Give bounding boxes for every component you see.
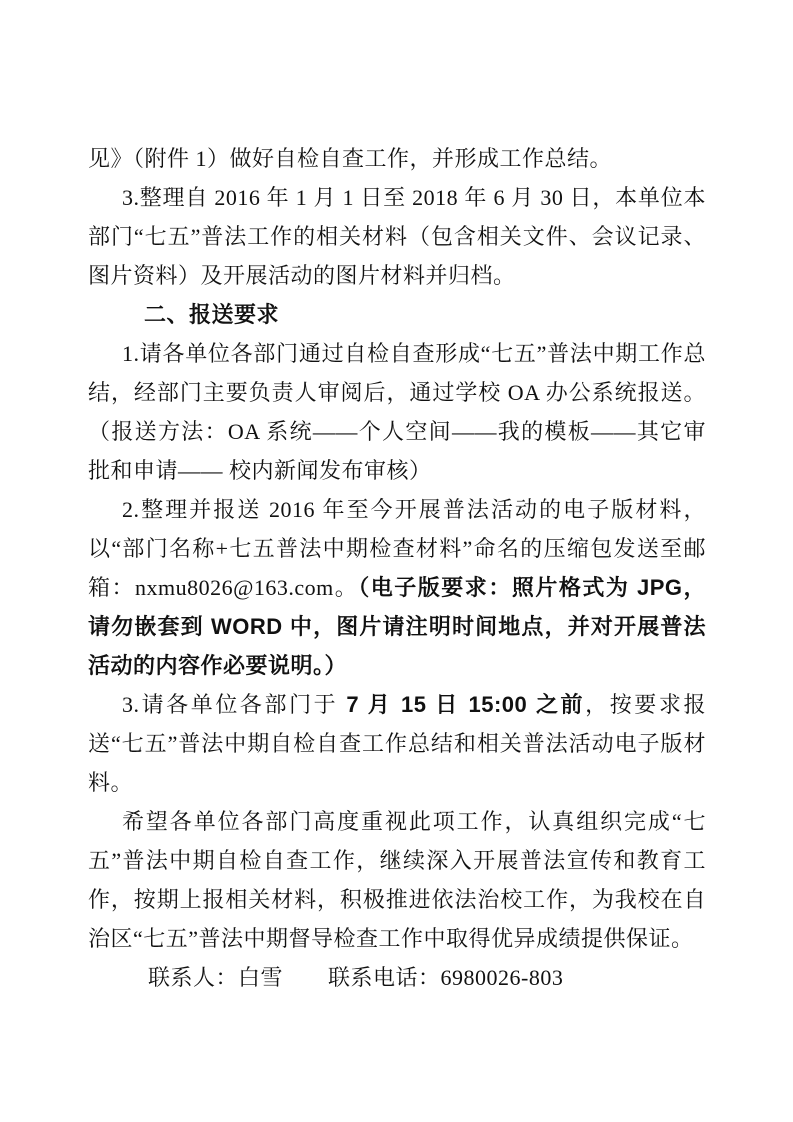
- para-item3-deadline-text-2: ，按要求报送“七五”普法中期自检自查工作总结和相关普法活动电子版材料。: [88, 692, 706, 795]
- para-item1-submit-text-0: 1.请各单位各部门通过自检自查形成“七五”普法中期工作总结，经部门主要负责人审阅后，通过学校 OA 办公系统报送。（报送方法：OA 系统——个人空间——我的模板——其它审批和申请—— 校内新闻发布审核）: [88, 341, 706, 483]
- para-contact: [88, 958, 706, 997]
- para-item2-email-text-0: 2.整理并报送 2016 年至今开展普法活动的电子版材料，以“部门名称+七五普法中期检查材料”命名的压缩包发送至邮箱：nxmu8026@163.com。: [88, 497, 706, 600]
- document-body: [88, 139, 706, 997]
- para-item2-email: [88, 490, 706, 685]
- para-contact-text-0: 联系人：白雪 联系电话：6980026-803: [148, 965, 564, 990]
- para-item3-deadline-text-1: 7 月 15 日 15:00 之前: [346, 692, 586, 717]
- para-continuation: [88, 139, 706, 178]
- para-item3-archive-text-0: 3.整理自 2016 年 1 月 1 日至 2018 年 6 月 30 日，本单位本部门“七五”普法工作的相关材料（包含相关文件、会议记录、图片资料）及开展活动的图片材料并归档。: [88, 185, 706, 288]
- para-item2-email-text-1: （电子版要求：照片格式为 JPG，请勿嵌套到 WORD 中，图片请注明时间地点，并对开展普法活动的内容作必要说明。）: [88, 575, 707, 678]
- para-item3-deadline-text-0: 3.请各单位各部门于: [122, 692, 347, 717]
- heading-section2-text-0: 二、报送要求: [144, 302, 280, 327]
- heading-section2: [88, 295, 706, 334]
- para-item3-deadline: [88, 685, 706, 802]
- para-closing-text-0: 希望各单位各部门高度重视此项工作，认真组织完成“七五”普法中期自检自查工作，继续深入开展普法宣传和教育工作，按期上报相关材料，积极推进依法治校工作，为我校在自治区“七五”普法中期督导检查工作中取得优异成绩提供保证。: [88, 809, 706, 951]
- para-continuation-text-0: 见》（附件 1）做好自检自查工作，并形成工作总结。: [88, 146, 613, 171]
- para-item3-archive: [88, 178, 706, 295]
- para-item1-submit: [88, 334, 706, 490]
- para-closing: [88, 802, 706, 958]
